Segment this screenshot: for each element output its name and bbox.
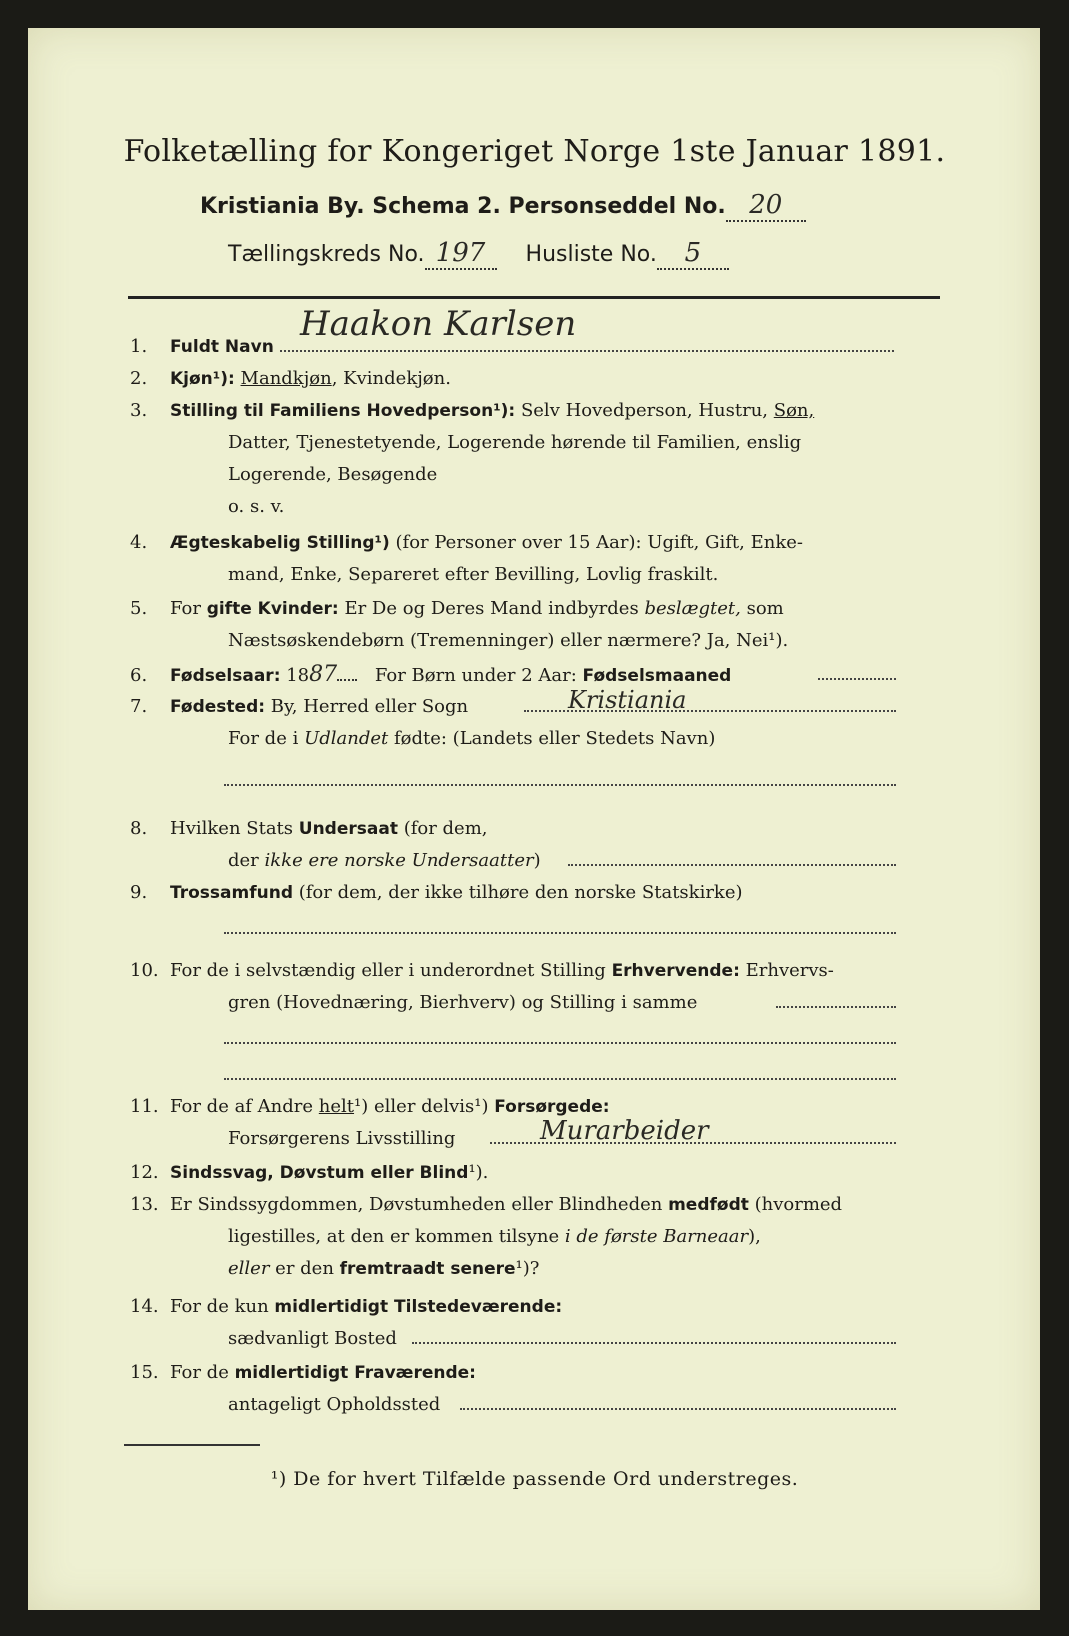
header-divider <box>128 296 940 299</box>
item-13-line2 <box>228 1226 761 1248</box>
item-11-supported <box>130 1096 610 1118</box>
item-9-religion <box>130 882 743 904</box>
item-2-gender <box>130 368 451 390</box>
supporter-dotline <box>490 1142 896 1144</box>
item-number: 11. <box>130 1096 159 1117</box>
item-text: Er Sindssygdommen, Døvstumheden eller Blindheden <box>170 1194 663 1215</box>
form-subtitle <box>200 190 806 222</box>
item-10-occupation <box>130 960 834 982</box>
son-underlined: Søn, <box>773 400 815 421</box>
item-text: ¹) eller delvis¹) <box>354 1096 489 1117</box>
residence-dotline <box>412 1342 896 1344</box>
item-text: (for dem, der ikke tilhøre den norske Statskirke) <box>298 882 743 903</box>
item-number: 5. <box>130 598 148 619</box>
birthplace-handwritten: Kristiania <box>568 686 687 714</box>
item-1-full-name <box>130 336 274 358</box>
item-text: For de i selvstændig eller i underordnet Stilling <box>170 960 606 981</box>
item-8-citizenship <box>130 818 488 840</box>
item-number: 13. <box>130 1194 159 1215</box>
item-label: Erhvervende: <box>611 961 740 981</box>
item-text: (hvormed <box>754 1194 843 1215</box>
item-7-line2 <box>228 728 715 750</box>
item-text: For de af Andre <box>170 1096 314 1117</box>
item-13-line3 <box>228 1258 539 1280</box>
item-label: Stilling til Familiens Hovedperson¹): <box>170 401 516 421</box>
gender-male-underlined: Mandkjøn <box>240 368 332 389</box>
kreds-number: 197 <box>425 238 497 270</box>
item-3-line2: Datter, Tjenestetyende, Logerende hørende til Familien, enslig <box>228 432 802 453</box>
item-15-line2: antageligt Opholdssted <box>228 1394 441 1415</box>
husliste-label: Husliste No. <box>525 242 657 267</box>
footnote-divider <box>124 1444 260 1446</box>
item-text: For Børn under 2 Aar: <box>374 665 577 686</box>
item-number: 4. <box>130 532 148 553</box>
item-label: Trossamfund <box>170 883 293 903</box>
supporter-occupation-handwritten: Murarbeider <box>540 1116 709 1146</box>
item-text: ) <box>533 850 541 871</box>
name-handwritten: Haakon Karlsen <box>300 304 577 344</box>
form-title: Folketælling for Kongeriget Norge 1ste Januar 1891. <box>123 134 946 169</box>
item-14-temp-present <box>130 1296 562 1318</box>
gender-female: , Kvindekjøn. <box>331 368 451 389</box>
husliste-number: 5 <box>657 238 729 270</box>
item-label: Fuldt Navn <box>170 337 274 357</box>
item-label: Forsørgede: <box>494 1097 610 1117</box>
item-emph: ikke ere norske Undersaatter <box>264 850 534 871</box>
birth-year-handwritten: 87 <box>309 662 338 687</box>
citizenship-dotline <box>568 864 896 866</box>
year-prefix: 18 <box>286 665 310 686</box>
item-number: 3. <box>130 400 148 421</box>
footnote: ¹) De for hvert Tilfælde passende Ord understreges. <box>270 1468 799 1490</box>
occupation-dotline-2 <box>224 1042 896 1044</box>
item-label: Ægteskabelig Stilling¹) <box>170 533 390 553</box>
item-text: Hvilken Stats <box>170 818 294 839</box>
item-text: Erhvervs- <box>745 960 834 981</box>
religion-dotline <box>224 932 896 934</box>
item-4-marital <box>130 532 803 554</box>
item-number: 1. <box>130 336 148 357</box>
item-13-congenital <box>130 1194 842 1216</box>
kreds-line <box>228 238 729 270</box>
birth-month-dotline <box>818 678 896 680</box>
item-15-temp-absent <box>130 1362 476 1384</box>
foreign-place-dotline <box>224 784 896 786</box>
item-number: 9. <box>130 882 148 903</box>
item-text: er den <box>275 1258 334 1279</box>
item-text: ligestilles, at den er kommen tilsyne <box>228 1226 560 1247</box>
occupation-dotline-1 <box>776 1006 896 1008</box>
item-text: fødte: (Landets eller Stedets Navn) <box>393 728 716 749</box>
helt-underlined: helt <box>318 1096 355 1117</box>
kreds-label: Tællingskreds No. <box>228 242 425 267</box>
item-12-disability <box>130 1162 488 1184</box>
item-number: 8. <box>130 818 148 839</box>
item-3-family-position <box>130 400 814 422</box>
item-label-2: Fødselsmaaned <box>582 666 732 686</box>
item-label: gifte Kvinder: <box>206 599 339 619</box>
item-text: Er De og Deres Mand indbyrdes <box>344 598 639 619</box>
item-7-birthplace <box>130 696 468 718</box>
item-11-line2: Forsørgerens Livsstilling <box>228 1128 456 1149</box>
subtitle-text: Kristiania By. Schema 2. Personseddel No. <box>200 194 726 219</box>
item-emph: eller <box>228 1258 270 1279</box>
item-emph: i de første Barneaar <box>564 1226 749 1247</box>
item-number: 2. <box>130 368 148 389</box>
item-tail: som <box>740 598 784 619</box>
item-4-line2: mand, Enke, Separeret efter Bevilling, Lovlig fraskilt. <box>228 564 719 585</box>
name-dotline <box>280 350 894 352</box>
item-10-line2: gren (Hovednæring, Bierhverv) og Stilling i samme <box>228 992 698 1013</box>
item-text: By, Herred eller Sogn <box>270 696 469 717</box>
item-text: For de <box>170 1362 229 1383</box>
item-number: 10. <box>130 960 159 981</box>
item-text: (for dem, <box>403 818 488 839</box>
item-text: For de i <box>228 728 299 749</box>
item-3-line3: Logerende, Besøgende <box>228 464 438 485</box>
item-text: For de kun <box>170 1296 269 1317</box>
item-number: 12. <box>130 1162 159 1183</box>
item-text: (for Personer over 15 Aar): Ugift, Gift, Enke- <box>395 532 803 553</box>
item-label: Fødested: <box>170 697 266 717</box>
item-6-birth-year <box>130 664 731 687</box>
item-emph: Udlandet <box>304 728 389 749</box>
item-label: Fødselsaar: <box>170 666 281 686</box>
item-number: 6. <box>130 665 148 686</box>
item-text: ), <box>748 1226 761 1247</box>
item-text: der <box>228 850 259 871</box>
personseddel-number: 20 <box>726 190 806 222</box>
item-label: Undersaat <box>298 819 398 839</box>
item-label: midlertidigt Fraværende: <box>234 1363 476 1383</box>
item-label: medfødt <box>668 1195 749 1215</box>
item-text: Selv Hovedperson, Hustru, <box>520 400 769 421</box>
item-text: ¹)? <box>515 1258 540 1279</box>
item-14-line2: sædvanligt Bosted <box>228 1328 397 1349</box>
item-number: 7. <box>130 696 148 717</box>
item-label: Kjøn¹): <box>170 369 235 389</box>
item-3-line4: o. s. v. <box>228 496 285 517</box>
item-label: Sindssvag, Døvstum eller Blind <box>170 1163 469 1183</box>
item-prefix: For <box>170 598 201 619</box>
item-emph: beslægtet, <box>644 598 741 619</box>
item-5-line2: Næstsøskendebørn (Tremenninger) eller nærmere? Ja, Nei¹). <box>228 630 789 651</box>
item-label: fremtraadt senere <box>339 1259 516 1279</box>
birthplace-dotline <box>524 710 896 712</box>
occupation-dotline-3 <box>224 1078 896 1080</box>
item-label: midlertidigt Tilstedeværende: <box>274 1297 563 1317</box>
item-8-line2 <box>228 850 541 872</box>
item-tail: ¹). <box>468 1162 489 1183</box>
item-number: 14. <box>130 1296 159 1317</box>
item-5-married-women <box>130 598 784 620</box>
abode-dotline <box>460 1408 896 1410</box>
item-number: 15. <box>130 1362 159 1383</box>
